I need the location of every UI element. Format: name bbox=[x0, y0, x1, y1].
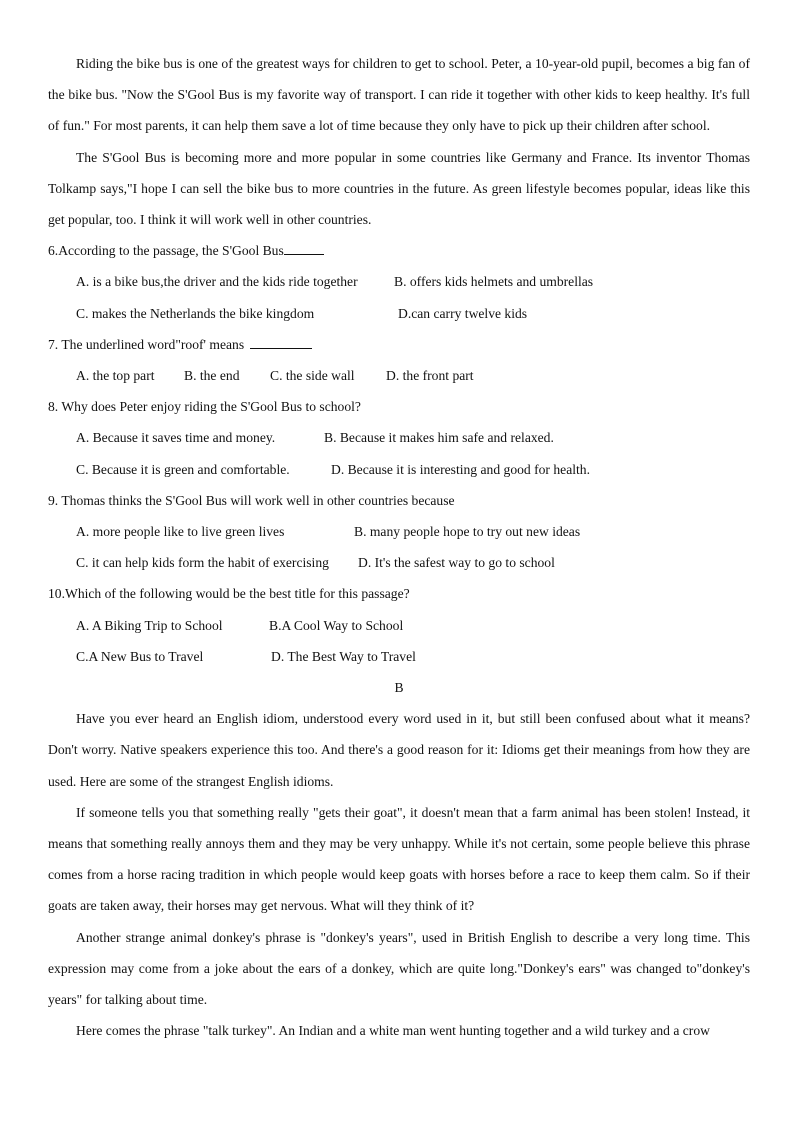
question-10-option-b: B.A Cool Way to School bbox=[269, 617, 404, 633]
question-6-option-b: B. offers kids helmets and umbrellas bbox=[394, 274, 594, 290]
question-7 bbox=[48, 329, 750, 360]
question-9-option-d: D. It's the safest way to go to school bbox=[358, 555, 555, 571]
question-10-options-row-2 bbox=[48, 641, 750, 672]
question-8-options-row-1 bbox=[48, 422, 750, 453]
question-10-options-row-1 bbox=[48, 610, 750, 641]
question-9-option-c: C. it can help kids form the habit of exercising bbox=[76, 555, 329, 571]
question-6-stem: 6.According to the passage, the S'Gool Bus bbox=[48, 243, 284, 259]
passage-b-paragraph-3: Another strange animal donkey's phrase is "donkey's years", used in British English to describe a very long time. This expression may come from a joke about the ears of a donkey, which are quite long."Donkey's ears" was changed to"donkey's years" for talking about time. bbox=[48, 929, 750, 1008]
question-7-options-row bbox=[48, 360, 750, 391]
question-9-option-b: B. many people hope to try out new ideas bbox=[354, 524, 581, 540]
question-8-option-c: C. Because it is green and comfortable. bbox=[76, 461, 290, 477]
question-6-option-d: D.can carry twelve kids bbox=[398, 305, 528, 321]
question-9: 9. Thomas thinks the S'Gool Bus will work well in other countries because bbox=[48, 492, 455, 508]
question-8-option-b: B. Because it makes him safe and relaxed. bbox=[324, 430, 554, 446]
question-7-stem: 7. The underlined word"roof' means bbox=[48, 336, 245, 352]
question-8-option-d: D. Because it is interesting and good for health. bbox=[331, 461, 590, 477]
question-8-option-a: A. Because it saves time and money. bbox=[76, 430, 276, 446]
question-6-option-c: C. makes the Netherlands the bike kingdom bbox=[76, 305, 315, 321]
question-10: 10.Which of the following would be the best title for this passage? bbox=[48, 586, 410, 602]
question-6-options-row-1 bbox=[48, 266, 750, 297]
question-7-option-a: A. the top part bbox=[76, 368, 155, 384]
passage-a-paragraph-1: Riding the bike bus is one of the greatest ways for children to get to school. Peter, a 10-year-old pupil, becomes a big fan of the bike bus. "Now the S'Gool Bus is my favorite way of transport. I can ride it together with other kids to keep healthy. It's full of fun." For most parents, it can help them save a lot of time because they only have to pick up their children after school. bbox=[48, 56, 750, 134]
question-9-options-row-1 bbox=[48, 516, 750, 547]
passage-b-paragraph-4: Here comes the phrase "talk turkey". An Indian and a white man went hunting together and a wild turkey and a crow bbox=[76, 1023, 710, 1039]
answer-blank bbox=[250, 336, 312, 349]
question-7-option-b: B. the end bbox=[184, 368, 240, 384]
question-10-option-c: C.A New Bus to Travel bbox=[76, 648, 204, 664]
answer-blank bbox=[284, 242, 324, 255]
question-7-option-c: C. the side wall bbox=[270, 368, 355, 384]
question-8: 8. Why does Peter enjoy riding the S'Gool Bus to school? bbox=[48, 399, 361, 415]
question-10-option-d: D. The Best Way to Travel bbox=[271, 648, 416, 664]
question-6-options-row-2 bbox=[48, 298, 750, 329]
question-6 bbox=[48, 235, 750, 266]
passage-b-paragraph-2: If someone tells you that something really "gets their goat", it doesn't mean that a farm animal has been stolen! Instead, it means that something really annoys them and they may be very unhappy. While it's not certain, some people believe this phrase comes from a horse racing tradition in which people would keep goats with horses before a race to keep them calm. So if their goats are taken away, their horses may get nervous. What will they think of it? bbox=[48, 804, 750, 914]
passage-a-paragraph-2: The S'Gool Bus is becoming more and more popular in some countries like Germany and France. Its inventor Thomas Tolkamp says,"I hope I can sell the bike bus to more countries in the future. As green lifestyle becomes popular, ideas like this get popular, too. I think it will work well in other countries. bbox=[48, 149, 750, 228]
question-9-options-row-2 bbox=[48, 547, 750, 578]
question-8-options-row-2 bbox=[48, 454, 750, 485]
question-6-option-a: A. is a bike bus,the driver and the kids ride together bbox=[76, 274, 358, 290]
question-9-option-a: A. more people like to live green lives bbox=[76, 524, 285, 540]
question-10-option-a: A. A Biking Trip to School bbox=[76, 617, 223, 633]
section-b-heading: B bbox=[394, 680, 404, 696]
question-7-option-d: D. the front part bbox=[386, 368, 474, 384]
passage-b-paragraph-1: Have you ever heard an English idiom, understood every word used in it, but still been confused about what it means? Don't worry. Native speakers experience this too. And there's a good reason for it: Idioms get their meanings from how they are used. Here are some of the strangest English idioms. bbox=[48, 711, 750, 789]
